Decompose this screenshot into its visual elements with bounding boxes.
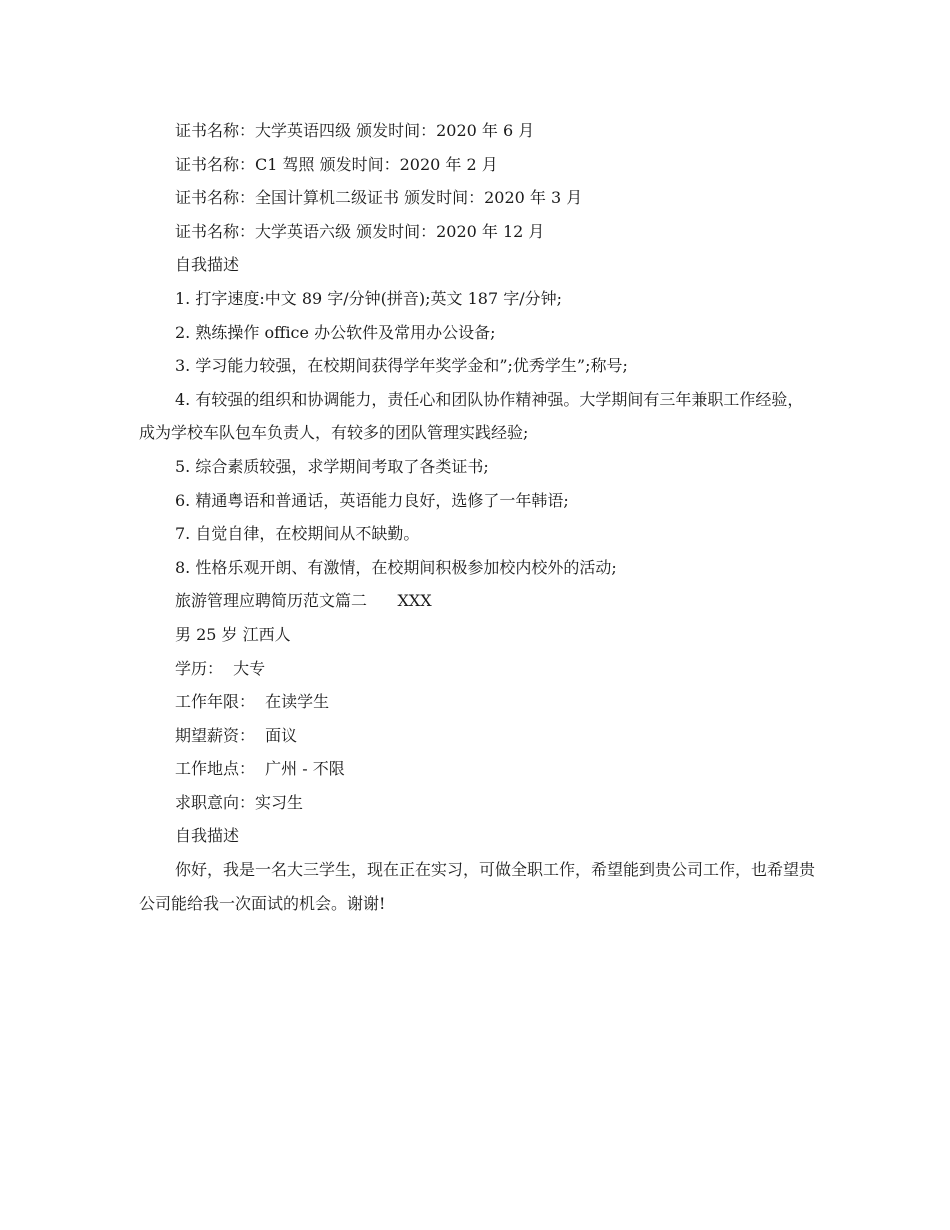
skill-item-8: 8. 性格乐观开朗、有激情，在校期间积极参加校内校外的活动;	[175, 557, 617, 577]
cert-line-driving-license: 证书名称：C1 驾照 颁发时间：2020 年 2 月	[175, 154, 498, 174]
skill-item-5: 5. 综合素质较强，求学期间考取了各类证书;	[175, 456, 489, 476]
skill-item-6: 6. 精通粤语和普通话，英语能力良好，选修了一年韩语;	[175, 490, 569, 510]
skill-item-1: 1. 打字速度:中文 89 字/分钟(拼音);英文 187 字/分钟;	[175, 288, 563, 308]
skill-item-2: 2. 熟练操作 office 办公软件及常用办公设备;	[175, 322, 496, 342]
profile-work-years: 工作年限： 在读学生	[175, 692, 330, 712]
section-heading-self-description-2: 自我描述	[175, 826, 240, 846]
cert-line-cet6: 证书名称：大学英语六级 颁发时间：2020 年 12 月	[175, 221, 545, 241]
profile-job-intention: 求职意向：实习生	[175, 792, 304, 812]
section-title-resume-2: 旅游管理应聘简历范文篇二 XXX	[175, 591, 432, 611]
skill-item-4: 4. 有较强的组织和协调能力，责任心和团队协作精神强。大学期间有三年兼职工作经验，成为学校车队包车负责人，有较多的团队管理实践经验;	[139, 389, 804, 443]
section-heading-self-description: 自我描述	[175, 255, 240, 275]
cert-line-computer-level2: 证书名称：全国计算机二级证书 颁发时间：2020 年 3 月	[175, 188, 583, 208]
skill-item-3: 3. 学习能力较强，在校期间获得学年奖学金和”;优秀学生”;称号;	[175, 356, 628, 376]
profile-expected-salary: 期望薪资： 面议	[175, 725, 298, 745]
document-body	[139, 114, 819, 920]
profile-work-location: 工作地点： 广州 - 不限	[175, 759, 345, 779]
cert-line-cet4: 证书名称：大学英语四级 颁发时间：2020 年 6 月	[175, 121, 535, 140]
skill-item-7: 7. 自觉自律，在校期间从不缺勤。	[175, 524, 420, 544]
profile-basic-info: 男 25 岁 江西人	[175, 624, 291, 644]
self-intro-paragraph: 你好，我是一名大三学生，现在正在实习，可做全职工作，希望能到贵公司工作，也希望贵公司能给我一次面试的机会。谢谢!	[139, 860, 816, 913]
profile-education: 学历： 大专	[175, 658, 266, 678]
